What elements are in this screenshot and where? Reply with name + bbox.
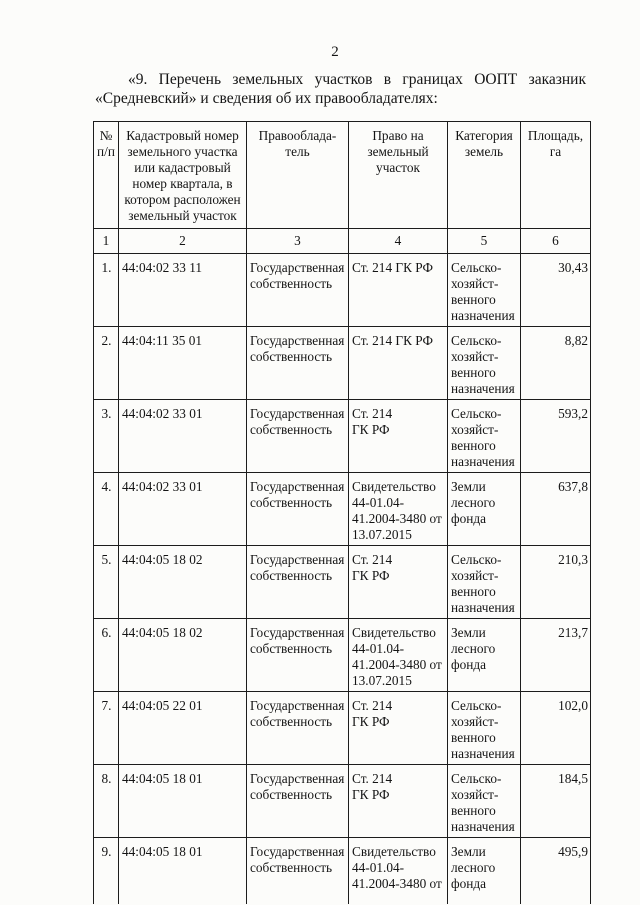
cadastral-number-cell: 44:04:05 18 02 xyxy=(119,546,247,619)
table-header-row xyxy=(94,122,591,229)
table-row xyxy=(94,400,591,473)
owner-cell: Государственная собственность xyxy=(247,473,349,546)
cadastral-number-cell: 44:04:11 35 01 xyxy=(119,327,247,400)
area-cell: 184,5 xyxy=(521,765,591,838)
owner-cell: Государственная собственность xyxy=(247,254,349,327)
land-right-cell: Свидетельство 44-01.04- 41.2004-3480 от 13.07.2015 xyxy=(349,619,448,692)
row-number-cell: 9. xyxy=(94,838,119,904)
page-number: 2 xyxy=(331,44,339,60)
header-area: Площадь, га xyxy=(521,122,591,229)
header-owner: Правооблада- тель xyxy=(247,122,349,229)
column-number-cell: 6 xyxy=(521,229,591,254)
owner-cell: Государственная собственность xyxy=(247,400,349,473)
column-number-cell: 3 xyxy=(247,229,349,254)
owner-cell: Государственная собственность xyxy=(247,838,349,904)
owner-cell: Государственная собственность xyxy=(247,692,349,765)
table-row xyxy=(94,692,591,765)
cadastral-number-cell: 44:04:02 33 01 xyxy=(119,473,247,546)
land-right-cell: Ст. 214 ГК РФ xyxy=(349,765,448,838)
area-cell: 210,3 xyxy=(521,546,591,619)
cadastral-number-cell: 44:04:05 18 02 xyxy=(119,619,247,692)
land-category-cell: Сельско- хозяйст- венного назначения xyxy=(448,327,521,400)
cadastral-number-cell: 44:04:05 18 01 xyxy=(119,838,247,904)
land-right-cell: Ст. 214 ГК РФ xyxy=(349,327,448,400)
table-row xyxy=(94,838,591,904)
header-row-number: № п/п xyxy=(94,122,119,229)
table-row xyxy=(94,546,591,619)
column-number-cell: 2 xyxy=(119,229,247,254)
area-cell: 102,0 xyxy=(521,692,591,765)
header-land-right: Право на земельный участок xyxy=(349,122,448,229)
column-number-row xyxy=(94,229,591,254)
land-right-cell: Ст. 214 ГК РФ xyxy=(349,254,448,327)
land-category-cell: Земли лесного фонда xyxy=(448,473,521,546)
column-number-cell: 4 xyxy=(349,229,448,254)
land-category-cell: Земли лесного фонда xyxy=(448,838,521,904)
table-row xyxy=(94,473,591,546)
area-cell: 30,43 xyxy=(521,254,591,327)
table-row xyxy=(94,619,591,692)
row-number-cell: 2. xyxy=(94,327,119,400)
owner-cell: Государственная собственность xyxy=(247,619,349,692)
land-right-cell: Ст. 214 ГК РФ xyxy=(349,692,448,765)
owner-cell: Государственная собственность xyxy=(247,546,349,619)
land-right-cell: Ст. 214 ГК РФ xyxy=(349,400,448,473)
row-number-cell: 4. xyxy=(94,473,119,546)
row-number-cell: 1. xyxy=(94,254,119,327)
cadastral-number-cell: 44:04:05 18 01 xyxy=(119,765,247,838)
row-number-cell: 3. xyxy=(94,400,119,473)
land-right-cell: Свидетельство 44-01.04- 41.2004-3480 от 13.07.2015 xyxy=(349,473,448,546)
header-land-category: Категория земель xyxy=(448,122,521,229)
area-cell: 637,8 xyxy=(521,473,591,546)
land-category-cell: Сельско- хозяйст- венного назначения xyxy=(448,400,521,473)
land-right-cell: Свидетельство 44-01.04- 41.2004-3480 от xyxy=(349,838,448,904)
land-category-cell: Сельско- хозяйст- венного назначения xyxy=(448,546,521,619)
row-number-cell: 8. xyxy=(94,765,119,838)
area-cell: 593,2 xyxy=(521,400,591,473)
column-number-cell: 1 xyxy=(94,229,119,254)
land-plots-table xyxy=(93,121,591,904)
table-row xyxy=(94,765,591,838)
cadastral-number-cell: 44:04:02 33 01 xyxy=(119,400,247,473)
row-number-cell: 6. xyxy=(94,619,119,692)
area-cell: 213,7 xyxy=(521,619,591,692)
cadastral-number-cell: 44:04:02 33 11 xyxy=(119,254,247,327)
table-row xyxy=(94,327,591,400)
header-cadastral-number: Кадастровый номер земельного участка или кадастровый номер квартала, в котором расположен земельный участок xyxy=(119,122,247,229)
area-cell: 495,9 xyxy=(521,838,591,904)
land-category-cell: Сельско- хозяйст- венного назначения xyxy=(448,765,521,838)
cadastral-number-cell: 44:04:05 22 01 xyxy=(119,692,247,765)
section-heading-line-2: «Средневский» и сведения об их правообладателях: xyxy=(95,90,438,107)
area-cell: 8,82 xyxy=(521,327,591,400)
column-number-cell: 5 xyxy=(448,229,521,254)
owner-cell: Государственная собственность xyxy=(247,765,349,838)
land-category-cell: Земли лесного фонда xyxy=(448,619,521,692)
table-row xyxy=(94,254,591,327)
owner-cell: Государственная собственность xyxy=(247,327,349,400)
row-number-cell: 5. xyxy=(94,546,119,619)
section-heading xyxy=(95,70,586,108)
land-category-cell: Сельско- хозяйст- венного назначения xyxy=(448,692,521,765)
land-category-cell: Сельско- хозяйст- венного назначения xyxy=(448,254,521,327)
land-right-cell: Ст. 214 ГК РФ xyxy=(349,546,448,619)
section-heading-line-1: «9. Перечень земельных участков в границах ООПТ заказник xyxy=(128,71,586,88)
row-number-cell: 7. xyxy=(94,692,119,765)
